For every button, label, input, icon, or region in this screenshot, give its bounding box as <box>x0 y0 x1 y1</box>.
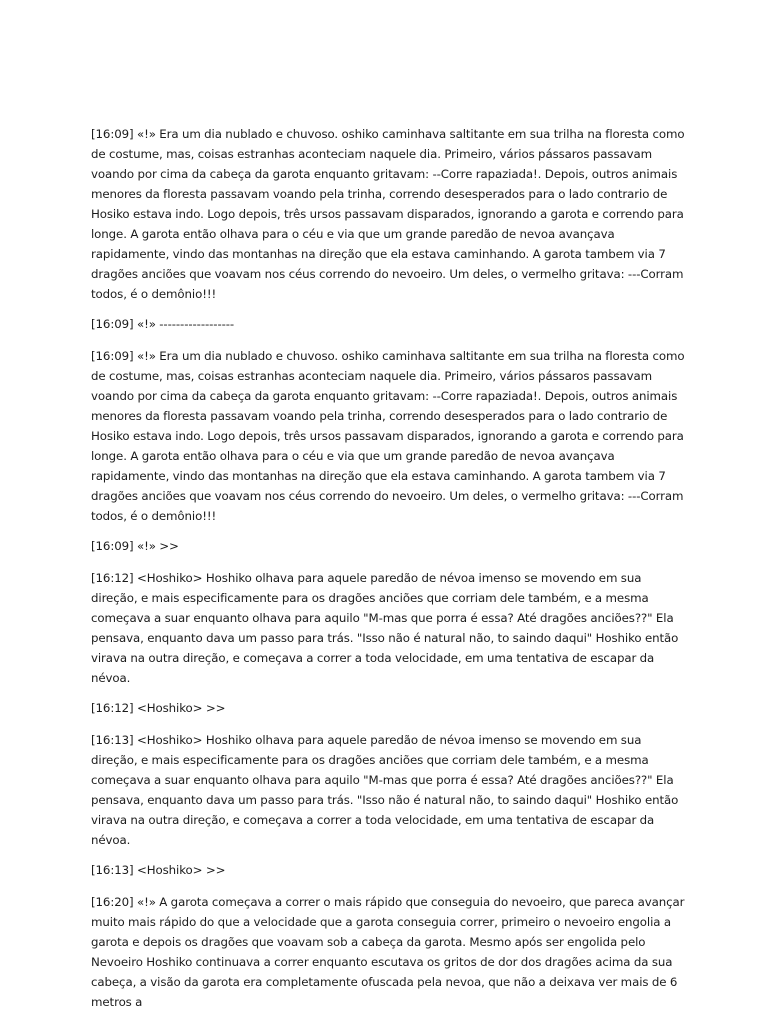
log-entry-continue: [16:09] «!» >> <box>91 539 179 553</box>
log-entry-narration: [16:20] «!» A garota começava a correr o mais rápido que conseguia do nevoeiro, que pareca avançar muito mais rápido do que a velocidade que a garota conseguia correr, primeiro o nevoeiro engolia a garota e depois os dragões que voavam sob a cabeça da garota. Mesmo após ser engolida pelo Nevoeiro Hoshiko continuava a correr enquanto escutava os gritos de dor dos dragões acima da sua cabeça, a visão da garota era completamente ofuscada pela nevoa, que não a deixava ver mais de 6 metros a <box>91 895 685 1009</box>
log-entry-narration: [16:09] «!» Era um dia nublado e chuvoso. oshiko caminhava saltitante em sua trilha na floresta como de costume, mas, coisas estranhas aconteciam naquele dia. Primeiro, vários pássaros passavam voando por cima da cabeça da garota enquanto gritavam: --Corre rapaziada!. Depois, outros animais menores da floresta passavam voando pela trinha, correndo desesperados para o lado contrario de Hosiko estava indo. Logo depois, três ursos passavam disparados, ignorando a garota e correndo para longe. A garota então olhava para o céu e via que um grande paredão de nevoa avançava rapidamente, vindo das montanhas na direção que ela estava caminhando. A garota tambem via 7 dragões anciões que voavam nos céus correndo do nevoeiro. Um deles, o vermelho gritava: ---Corram todos, é o demônio!!! <box>91 349 685 523</box>
log-entry-hoshiko: [16:13] <Hoshiko> Hoshiko olhava para aquele paredão de névoa imenso se movendo em sua direção, e mais especificamente para os dragões anciões que corriam dele também, e a mesma começava a suar enquanto olhava para aquilo "M-mas que porra é essa? Até dragões anciões??" Ela pensava, enquanto dava um passo para trás. "Isso não é natural não, to saindo daqui" Hoshiko então virava na outra direção, e começava a correr a toda velocidade, em uma tentativa de escapar da névoa. <box>91 733 679 847</box>
document-page <box>91 124 691 1022</box>
log-entry-separator: [16:09] «!» ------------------ <box>91 317 235 331</box>
log-entry-continue: [16:13] <Hoshiko> >> <box>91 863 226 877</box>
log-entry-hoshiko: [16:12] <Hoshiko> Hoshiko olhava para aquele paredão de névoa imenso se movendo em sua direção, e mais especificamente para os dragões anciões que corriam dele também, e a mesma começava a suar enquanto olhava para aquilo "M-mas que porra é essa? Até dragões anciões??" Ela pensava, enquanto dava um passo para trás. "Isso não é natural não, to saindo daqui" Hoshiko então virava na outra direção, e começava a correr a toda velocidade, em uma tentativa de escapar da névoa. <box>91 571 679 685</box>
log-entry-narration: [16:09] «!» Era um dia nublado e chuvoso. oshiko caminhava saltitante em sua trilha na floresta como de costume, mas, coisas estranhas aconteciam naquele dia. Primeiro, vários pássaros passavam voando por cima da cabeça da garota enquanto gritavam: --Corre rapaziada!. Depois, outros animais menores da floresta passavam voando pela trinha, correndo desesperados para o lado contrario de Hosiko estava indo. Logo depois, três ursos passavam disparados, ignorando a garota e correndo para longe. A garota então olhava para o céu e via que um grande paredão de nevoa avançava rapidamente, vindo das montanhas na direção que ela estava caminhando. A garota tambem via 7 dragões anciões que voavam nos céus correndo do nevoeiro. Um deles, o vermelho gritava: ---Corram todos, é o demônio!!! <box>91 127 685 301</box>
log-entry-continue: [16:12] <Hoshiko> >> <box>91 701 226 715</box>
